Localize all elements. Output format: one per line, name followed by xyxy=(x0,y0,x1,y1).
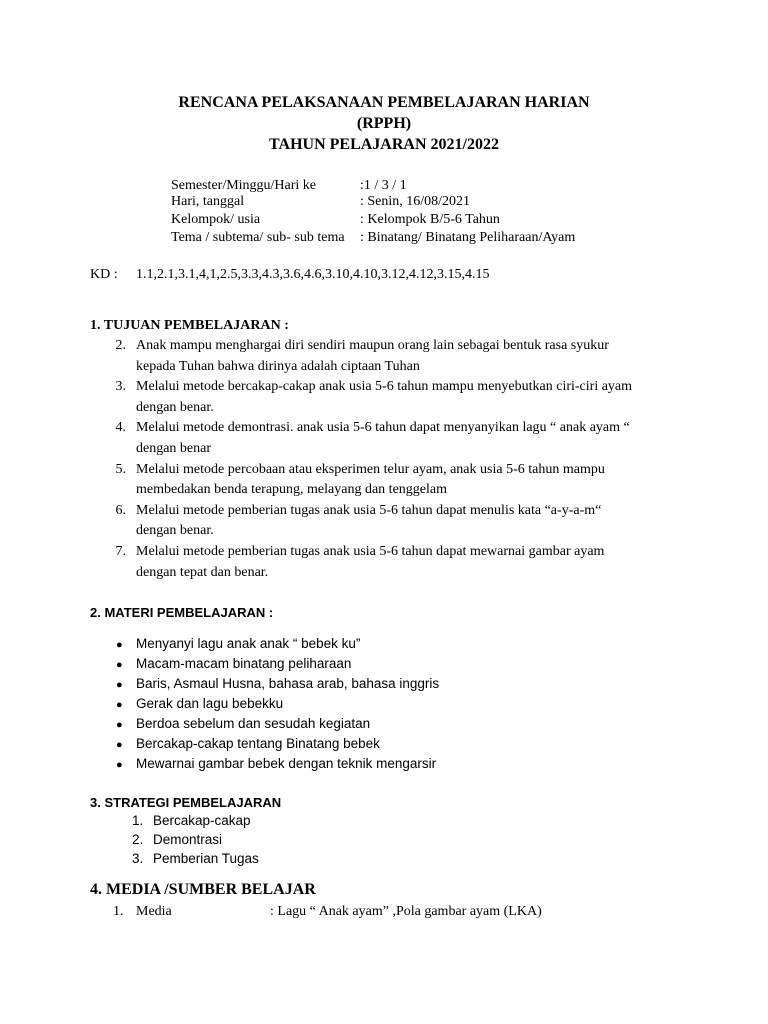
list-item-text: Melalui metode percobaan atau eksperimen telur ayam, anak usia 5-6 tahun mampu xyxy=(136,461,605,477)
item-number: 6. xyxy=(115,502,126,518)
bullet-icon: ● xyxy=(116,739,123,751)
list-item: Gerak dan lagu bebekku xyxy=(136,696,284,711)
bullet-icon: ● xyxy=(116,759,123,771)
info-label: Semester/Minggu/Hari ke xyxy=(171,178,317,193)
list-item: Mewarnai gambar bebek dengan teknik mengarsir xyxy=(136,756,437,771)
list-item xyxy=(106,542,126,563)
item-number: 7. xyxy=(115,544,126,559)
list-item: Menyanyi lagu anak anak “ bebek ku” xyxy=(136,636,361,651)
kd-label: KD : xyxy=(90,267,118,282)
bullet-icon: ● xyxy=(116,659,123,671)
academic-year: TAHUN PELAJARAN 2021/2022 xyxy=(269,136,499,153)
page-subtitle: (RPPH) xyxy=(356,115,412,132)
list-item-text: Anak mampu menghargai diri sendiri maupun orang lain sebagai bentuk rasa syukur xyxy=(136,338,609,353)
info-label: Tema / subtema/ sub- sub tema xyxy=(171,230,345,245)
list-item-text: membedakan benda terapung, melayang dan tenggelam xyxy=(136,482,447,498)
bullet-icon: ● xyxy=(116,699,123,711)
list-item-text: dengan benar. xyxy=(136,399,214,415)
list-item: Pemberian Tugas xyxy=(153,851,259,866)
list-item: Bercakap-cakap xyxy=(153,813,251,828)
item-number: 4. xyxy=(115,420,126,436)
list-item-text: Melalui metode pemberian tugas anak usia 5-6 tahun dapat mewarnai gambar ayam xyxy=(136,544,605,559)
list-item-text: Melalui metode pemberian tugas anak usia 5-6 tahun dapat menulis kata “a-y-a-m“ xyxy=(136,502,602,518)
list-item: Macam-macam binatang peliharaan xyxy=(136,656,352,671)
bullet-icon: ● xyxy=(116,639,123,651)
list-item-text: Melalui metode bercakap-cakap anak usia 5-6 tahun mampu menyebutkan ciri-ciri ayam xyxy=(136,379,633,395)
item-number: 2. xyxy=(132,832,144,847)
info-value: : Kelompok B/5-6 Tahun xyxy=(360,212,500,227)
item-number: 3. xyxy=(132,851,144,866)
media-heading: 4. MEDIA /SUMBER BELAJAR xyxy=(90,881,316,898)
info-label: Hari, tanggal xyxy=(171,194,245,209)
page-title: RENCANA PELAKSANAAN PEMBELAJARAN HARIAN xyxy=(178,94,590,111)
list-item xyxy=(106,336,126,357)
list-item xyxy=(106,501,126,522)
list-item-text: dengan tepat dan benar. xyxy=(136,564,269,580)
list-item-text: Melalui metode demontrasi. anak usia 5-6 tahun dapat menyanyikan lagu “ anak ayam “ xyxy=(136,420,630,436)
bullet-icon: ● xyxy=(116,679,123,691)
info-value: :1 / 3 / 1 xyxy=(360,178,407,193)
list-item xyxy=(106,418,126,439)
list-item: Demontrasi xyxy=(153,832,223,847)
list-item: Berdoa sebelum dan sesudah kegiatan xyxy=(136,716,371,731)
list-item-text: kepada Tuhan bahwa dirinya adalah ciptaan Tuhan xyxy=(136,358,420,374)
list-item-text: dengan benar. xyxy=(136,523,214,539)
media-label: Media xyxy=(136,904,172,919)
item-number: 5. xyxy=(115,461,126,477)
list-item: Baris, Asmaul Husna, bahasa arab, bahasa inggris xyxy=(136,676,440,691)
info-value: : Binatang/ Binatang Peliharaan/Ayam xyxy=(360,230,576,245)
list-item xyxy=(106,377,126,398)
info-label: Kelompok/ usia xyxy=(171,212,261,227)
info-value: : Senin, 16/08/2021 xyxy=(360,194,471,209)
list-item xyxy=(106,460,126,481)
item-number: 1. xyxy=(113,904,124,919)
strategi-heading: 3. STRATEGI PEMBELAJARAN xyxy=(90,795,282,810)
item-number: 1. xyxy=(132,813,144,828)
list-item: Bercakap-cakap tentang Binatang bebek xyxy=(136,736,380,751)
materi-heading: 2. MATERI PEMBELAJARAN : xyxy=(90,605,274,620)
list-item-text: dengan benar xyxy=(136,441,212,456)
tujuan-heading: 1. TUJUAN PEMBELAJARAN : xyxy=(90,318,289,333)
media-value: : Lagu “ Anak ayam” ,Pola gambar ayam (LKA) xyxy=(270,904,542,919)
bullet-icon: ● xyxy=(116,719,123,731)
kd-value: 1.1,2.1,3.1,4,1,2.5,3.3,4.3,3.6,4.6,3.10,4.10,3.12,4.12,3.15,4.15 xyxy=(136,267,490,282)
item-number: 3. xyxy=(115,379,126,395)
item-number: 2. xyxy=(115,338,126,353)
